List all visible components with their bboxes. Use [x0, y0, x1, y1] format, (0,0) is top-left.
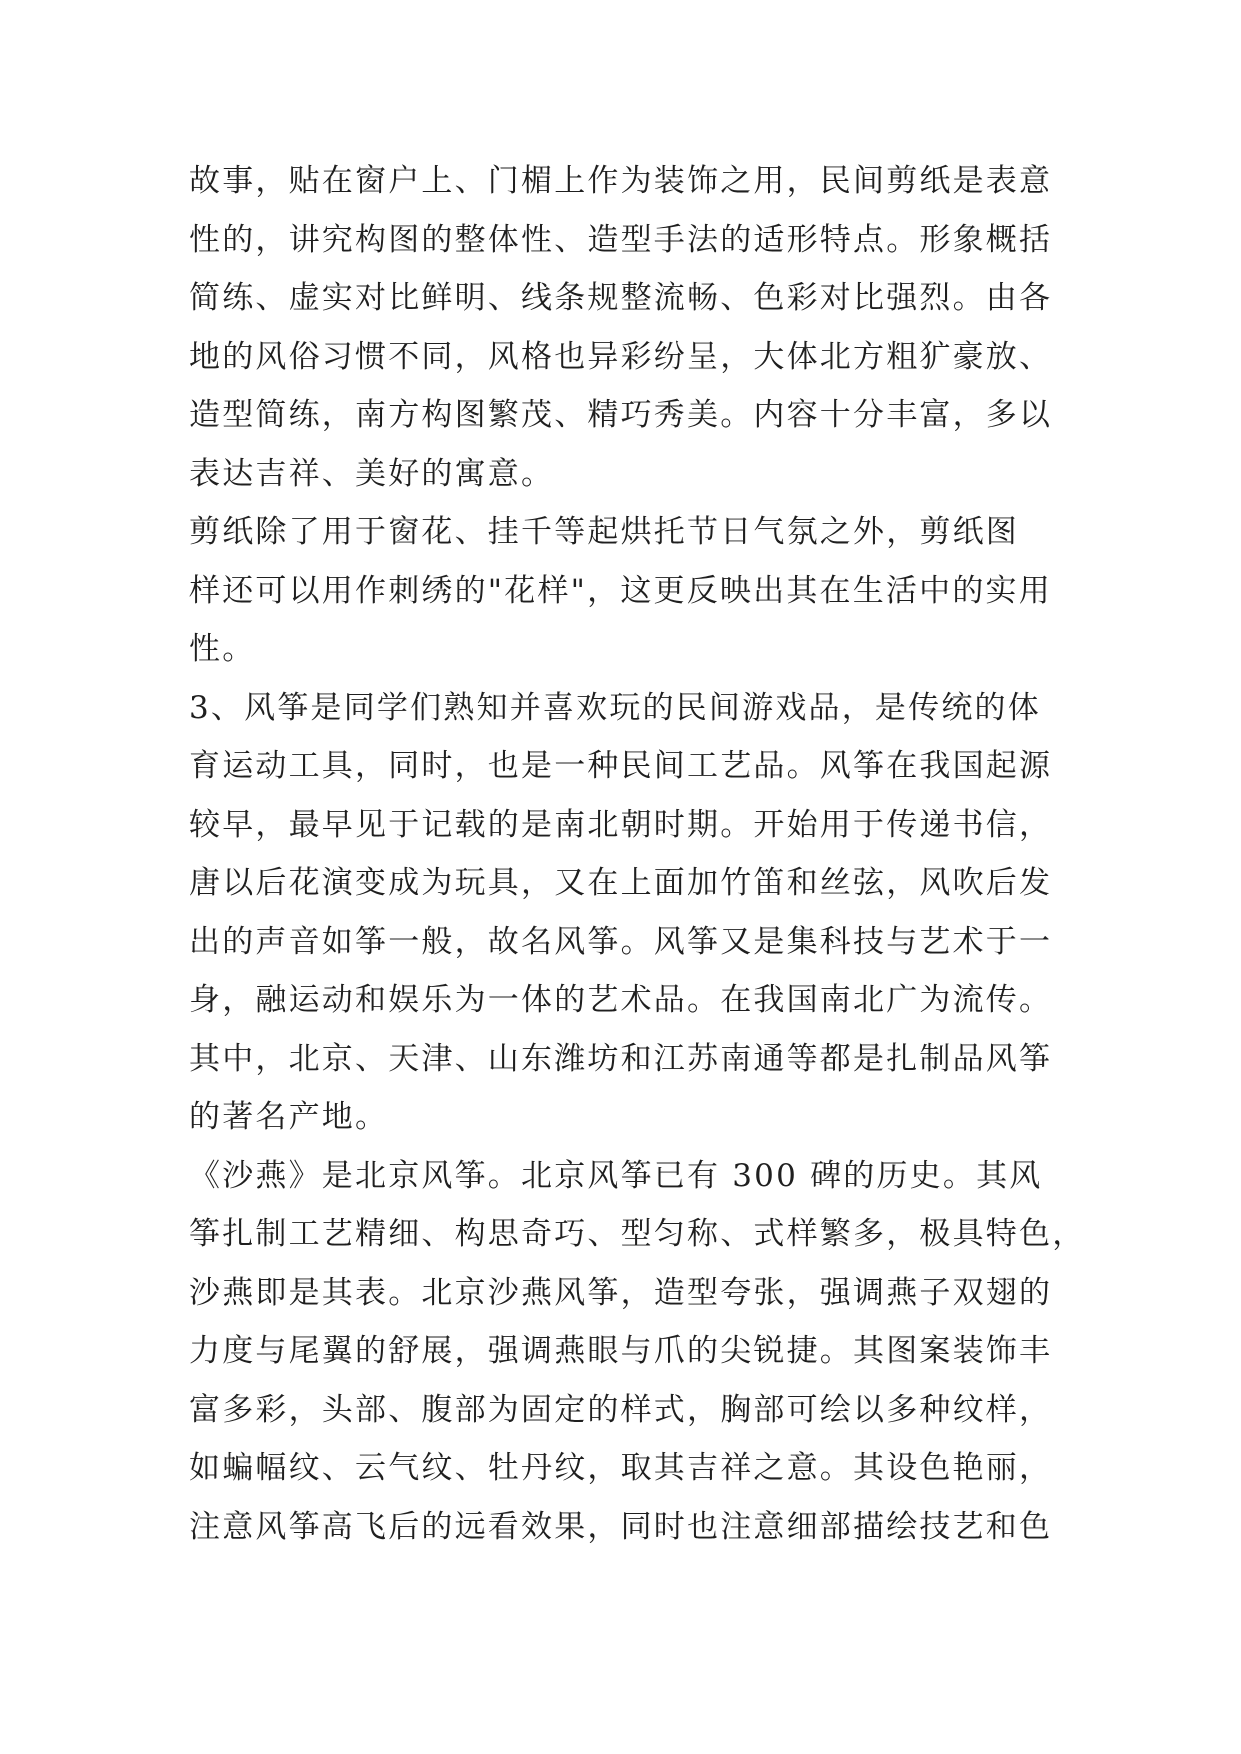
- text-line: 性。: [189, 631, 256, 667]
- text-line: 如蝙幅纹、云气纹、牡丹纹，取其吉祥之意。其设色艳丽，: [189, 1450, 1053, 1486]
- text-line: 剪纸除了用于窗花、挂千等起烘托节日气氛之外，剪纸图: [189, 514, 1019, 550]
- text-line: 性的，讲究构图的整体性、造型手法的适形特点。形象概括: [189, 221, 1053, 258]
- text-line: 育运动工具，同时，也是一种民间工艺品。风筝在我国起源: [189, 748, 1053, 784]
- text-line: 其中，北京、天津、山东潍坊和江苏南通等都是扎制品风筝: [189, 1040, 1053, 1077]
- text-line: 样还可以用作刺绣的"花样"，这更反映出其在生活中的实用: [189, 572, 1052, 609]
- text-line: 简练、虚实对比鲜明、线条规整流畅、色彩对比强烈。由各: [189, 280, 1053, 316]
- text-line: 《沙燕》是北京风筝。北京风筝已有 300 碑的历史。其风: [189, 1157, 1043, 1194]
- text-line: 故事，贴在窗户上、门楣上作为装饰之用，民间剪纸是表意: [189, 163, 1053, 199]
- text-line: 的著名产地。: [189, 1099, 389, 1135]
- text-line: 3、风筝是同学们熟知并喜欢玩的民间游戏品，是传统的体: [189, 689, 1041, 726]
- text-line: 唐以后花演变成为玩具，又在上面加竹笛和丝弦，风吹后发: [189, 865, 1053, 901]
- text-line: 出的声音如筝一般，故名风筝。风筝又是集科技与艺术于一: [189, 923, 1053, 960]
- text-line: 力度与尾翼的舒展，强调燕眼与爪的尖锐捷。其图案装饰丰: [189, 1333, 1053, 1369]
- text-line: 富多彩，头部、腹部为固定的样式，胸部可绘以多种纹样，: [189, 1391, 1053, 1428]
- text-line: 地的风俗习惯不同，风格也异彩纷呈，大体北方粗犷豪放、: [189, 338, 1053, 375]
- text-line: 沙燕即是其表。北京沙燕风筝，造型夸张，强调燕子双翅的: [189, 1274, 1053, 1311]
- body-text: [189, 152, 1086, 1556]
- text-line: 较早，最早见于记载的是南北朝时期。开始用于传递书信，: [189, 806, 1053, 843]
- text-line: 注意风筝高飞后的远看效果，同时也注意细部描绘技艺和色: [189, 1508, 1053, 1545]
- text-line: 表达吉祥、美好的寓意。: [189, 455, 555, 492]
- text-line: 筝扎制工艺精细、构思奇巧、型匀称、式样繁多，极具特色，: [189, 1216, 1086, 1252]
- text-line: 造型简练，南方构图繁茂、精巧秀美。内容十分丰富，多以: [189, 397, 1053, 433]
- text-line: 身，融运动和娱乐为一体的艺术品。在我国南北广为流传。: [189, 982, 1053, 1018]
